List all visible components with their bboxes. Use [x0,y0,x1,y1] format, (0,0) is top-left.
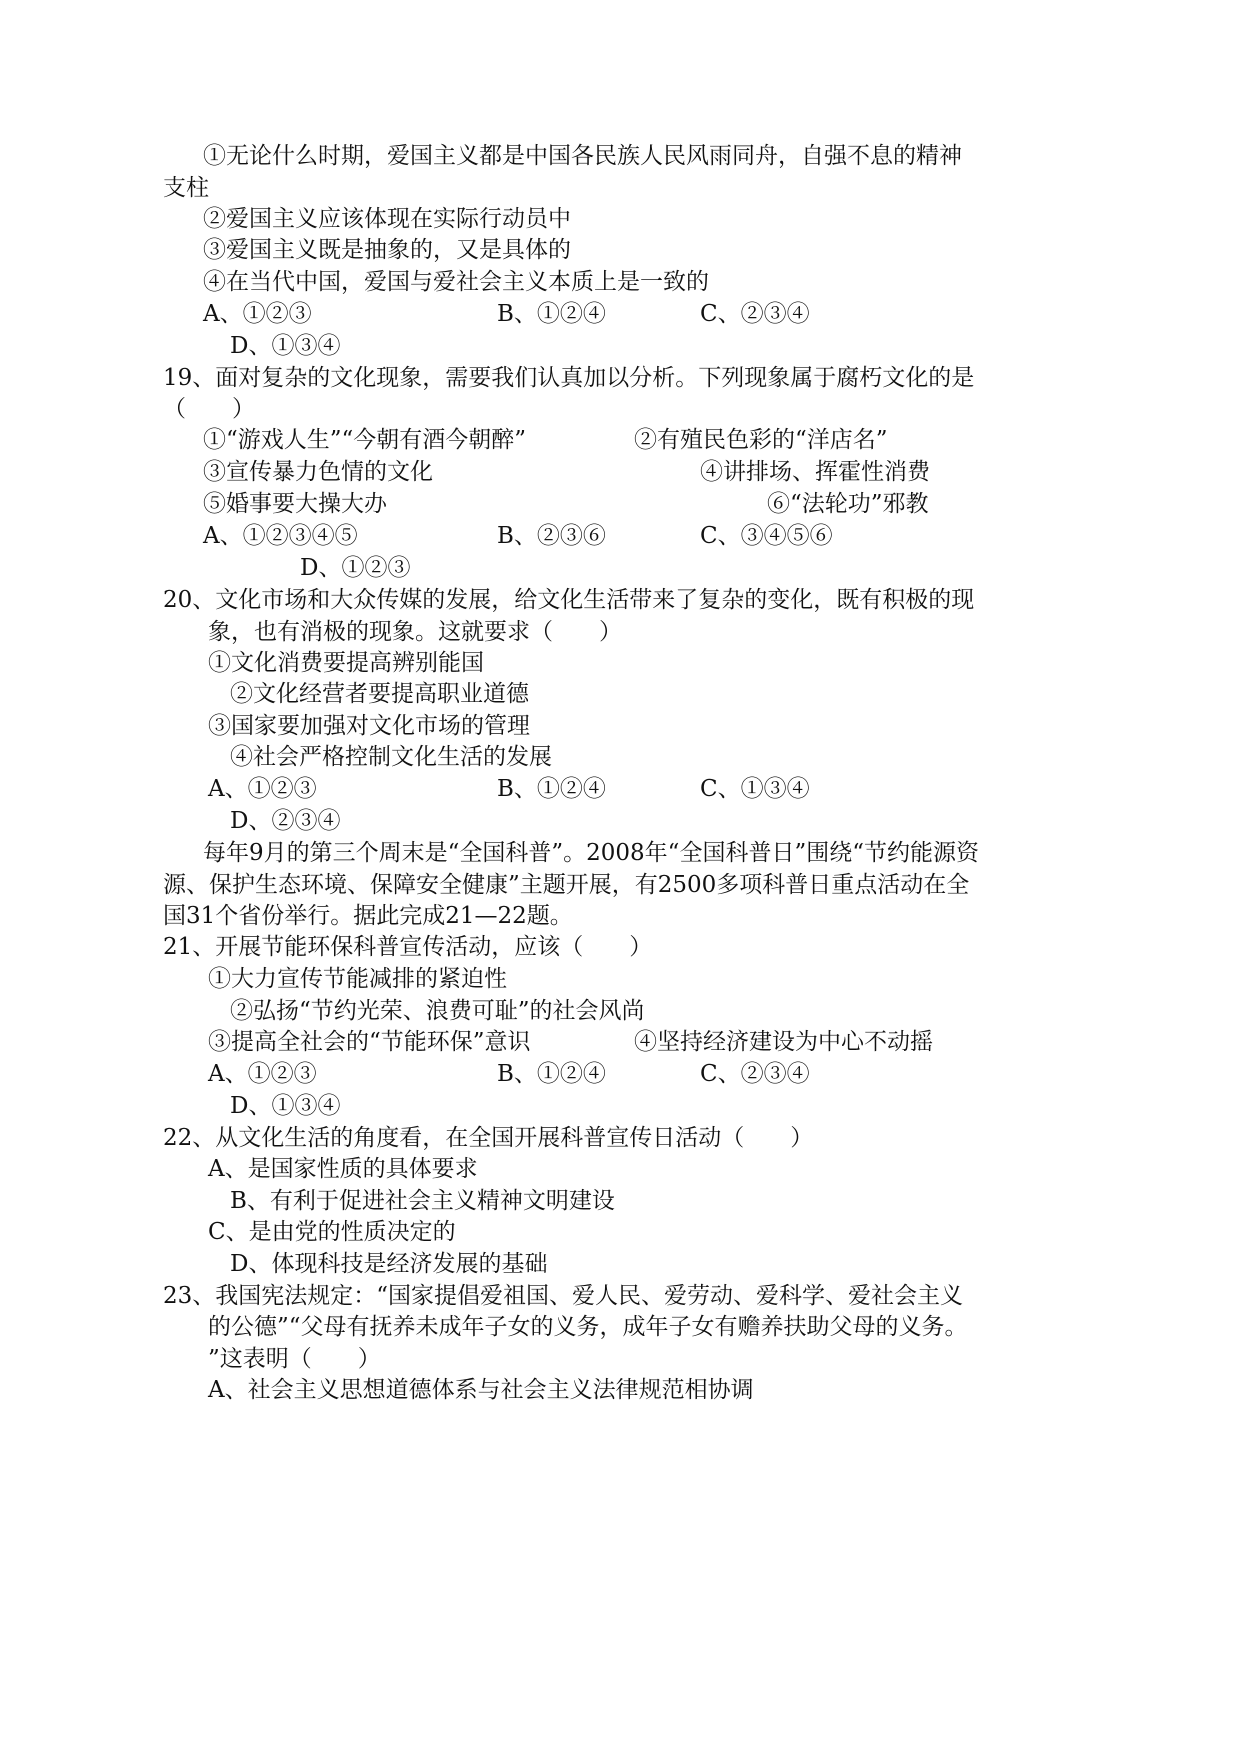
q19-option-d: D、①②③ [300,555,411,581]
q22-option-b: B、有利于促进社会主义精神文明建设 [230,1188,615,1214]
q20-statement-4: ④社会严格控制文化生活的发展 [230,744,552,770]
q18-option-a: A、①②③ [203,301,312,327]
q19-paren: （ ） [163,396,255,422]
q18-option-b: B、①②④ [497,301,606,327]
q23-stem-line-1: 23、我国宪法规定：“国家提倡爱祖国、爱人民、爱劳动、爱科学、爱社会主义 [163,1283,964,1309]
q19-statement-2: ②有殖民色彩的“洋店名” [634,427,888,453]
material-line-3: 国31个省份举行。据此完成21—22题。 [163,903,573,929]
q20-statement-1: ①文化消费要提高辨别能国 [208,650,484,676]
q19-statement-1: ①“游戏人生”“今朝有酒今朝醉” [203,427,527,453]
q18-statement-1-cont: 支柱 [163,175,209,201]
q18-statement-2: ②爱国主义应该体现在实际行动员中 [203,206,571,232]
material-line-2: 源、保护生态环境、保障安全健康”主题开展，有2500多项科普日重点活动在全 [163,872,970,898]
q20-stem-line-1: 20、文化市场和大众传媒的发展，给文化生活带来了复杂的变化，既有积极的现 [163,587,975,613]
q22-option-c: C、是由党的性质决定的 [208,1219,456,1245]
q20-statement-2: ②文化经营者要提高职业道德 [230,681,529,707]
q19-option-c: C、③④⑤⑥ [700,523,833,549]
q21-option-a: A、①②③ [208,1061,317,1087]
q18-statement-1: ①无论什么时期，爱国主义都是中国各民族人民风雨同舟，自强不息的精神 [203,143,962,169]
q20-option-d: D、②③④ [230,808,341,834]
q20-stem-line-2: 象，也有消极的现象。这就要求（ ） [208,619,622,645]
material-line-1: 每年9月的第三个周末是“全国科普”。2008年“全国科普日”围绕“节约能源资 [203,840,979,866]
q20-statement-3: ③国家要加强对文化市场的管理 [208,713,530,739]
q21-option-d: D、①③④ [230,1093,341,1119]
q21-statement-2: ②弘扬“节约光荣、浪费可耻”的社会风尚 [230,998,645,1024]
q18-option-c: C、②③④ [700,301,810,327]
q22-stem: 22、从文化生活的角度看，在全国开展科普宣传日活动（ ） [163,1125,814,1151]
q23-option-a: A、社会主义思想道德体系与社会主义法律规范相协调 [208,1377,754,1403]
q19-stem: 19、面对复杂的文化现象，需要我们认真加以分析。下列现象属于腐朽文化的是 [163,365,975,391]
q21-option-b: B、①②④ [497,1061,606,1087]
q18-statement-4: ④在当代中国，爱国与爱社会主义本质上是一致的 [203,269,709,295]
q20-option-c: C、①③④ [700,776,810,802]
q20-option-b: B、①②④ [497,776,606,802]
q22-option-a: A、是国家性质的具体要求 [208,1156,478,1182]
q20-option-a: A、①②③ [208,776,317,802]
q19-statement-5: ⑤婚事要大操大办 [203,491,387,517]
q23-stem-line-2: 的公德”“父母有抚养未成年子女的义务，成年子女有赡养扶助父母的义务。 [208,1314,968,1340]
q21-statement-3: ③提高全社会的“节能环保”意识 [208,1029,531,1055]
q19-statement-4: ④讲排场、挥霍性消费 [700,459,930,485]
q19-option-b: B、②③⑥ [497,523,606,549]
q21-statement-4: ④坚持经济建设为中心不动摇 [634,1029,933,1055]
q21-statement-1: ①大力宣传节能减排的紧迫性 [208,966,507,992]
q19-statement-3: ③宣传暴力色情的文化 [203,459,433,485]
q22-option-d: D、体现科技是经济发展的基础 [230,1251,548,1277]
q18-option-d: D、①③④ [230,333,341,359]
q19-statement-6: ⑥“法轮功”邪教 [767,491,929,517]
q19-option-a: A、①②③④⑤ [203,523,358,549]
q18-statement-3: ③爱国主义既是抽象的，又是具体的 [203,237,571,263]
q23-stem-line-3: ”这表明（ ） [208,1346,381,1372]
q21-option-c: C、②③④ [700,1061,810,1087]
q21-stem: 21、开展节能环保科普宣传活动，应该（ ） [163,934,653,960]
